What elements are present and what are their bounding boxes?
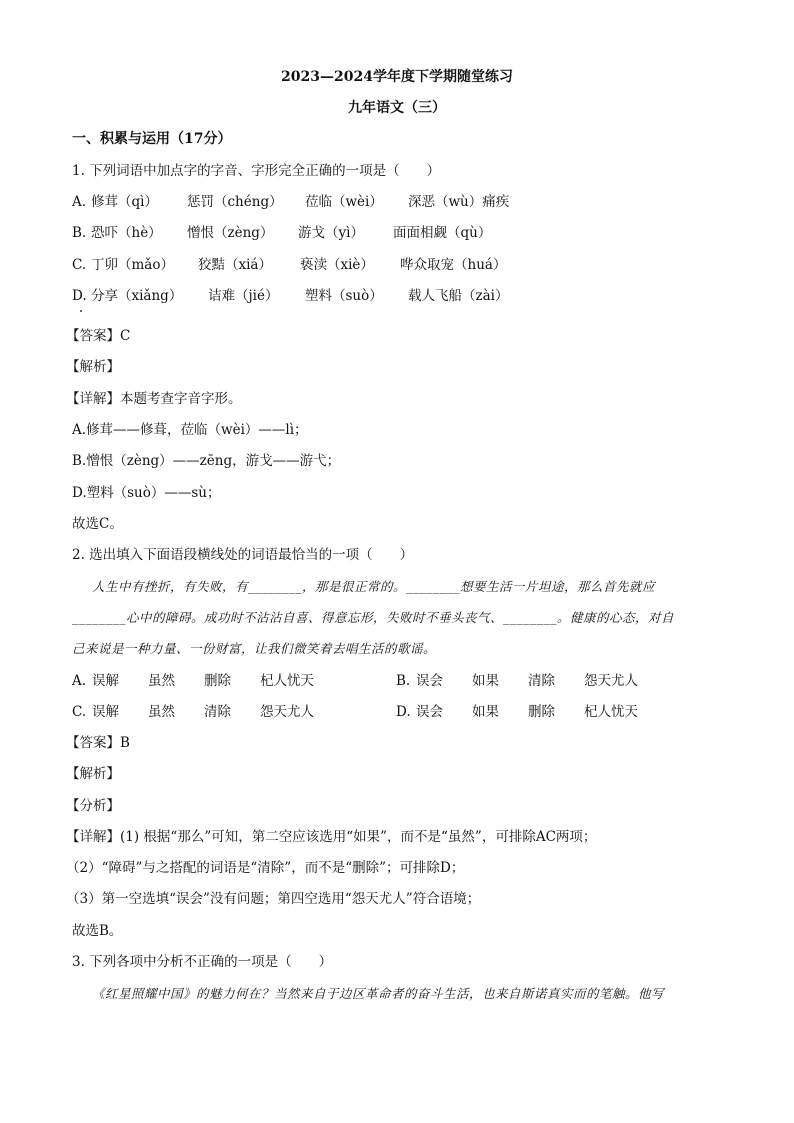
- q2-conclusion: 故选B。: [72, 923, 123, 939]
- q2-analysis-sub: 【分析】: [66, 798, 120, 814]
- q2-passage-line-2: ________心中的障碍。成功时不沾沾自喜、得意忘形，失败时不垂头丧气、________。健康的心态，对自: [72, 610, 675, 625]
- q2-detail: 【详解】(1) 根据“那么”可知，第二空应该选用“如果”，而不是“虽然”，可排除AC两项；: [66, 829, 597, 845]
- q1-note-b: B.憎恨（zèng）——zēng，游戈——游弋；: [72, 453, 341, 469]
- decorative-dot: [80, 310, 82, 312]
- q2-answer: 【答案】B: [66, 735, 130, 751]
- q1-conclusion: 故选C。: [72, 516, 123, 532]
- q1-detail: 【详解】本题考查字音字形。: [66, 391, 242, 407]
- q2-note-3: （3）第一空选填“误会”没有问题；第四空选用“怨天尤人”符合语境；: [66, 891, 481, 907]
- q3-passage-line-1: 《红星照耀中国》的魅力何在？当然来自于边区革命者的奋斗生活，也来自斯诺真实而的笔触。他写: [92, 986, 665, 1001]
- q3-stem: 3. 下列各项中分析不正确的一项是（ ）: [72, 954, 333, 970]
- q2-stem: 2. 选出填入下面语段横线处的词语最恰当的一项（ ）: [72, 547, 414, 563]
- q1-stem: 1. 下列词语中加点字的字音、字形完全正确的一项是（ ）: [72, 163, 441, 179]
- section-heading: 一、积累与运用（17分）: [72, 131, 232, 147]
- q2-analysis-label: 【解析】: [66, 766, 120, 782]
- q1-note-a: A.修茸——修葺，莅临（wèi）——lì；: [72, 422, 308, 438]
- q1-analysis-label: 【解析】: [66, 359, 120, 375]
- q2-passage-line-3: 己来说是一种力量、一份财富，让我们微笑着去唱生活的歌谣。: [72, 641, 437, 656]
- q1-answer: 【答案】C: [66, 328, 131, 344]
- q2-passage-line-1: 人生中有挫折，有失败，有________，那是很正常的。________想要生活一片坦途，那么首先就应: [92, 579, 656, 594]
- page-subtitle: 九年语文（三）: [348, 100, 446, 116]
- q1-note-d: D.塑料（suò）——sù；: [72, 485, 221, 501]
- page-title: 2023—2024学年度下学期随堂练习: [281, 69, 513, 85]
- q2-note-2: （2）“障碍”与之搭配的词语是“清除”，而不是“删除”；可排除D；: [66, 860, 465, 876]
- document-page: 2023—2024学年度下学期随堂练习 九年语文（三） 一、积累与运用（17分） 1. 下列词语中加点字的字音、字形完全正确的一项是（ ） A. 修茸（qì） 惩罚（chéng） 莅临（wèi） 深恶（wù）痛疾 B. 恐吓（hè） 憎恨（zèng） 游戈（yì） 面面相觑（qù） C. 丁卯（mǎo） 狡黠（xiá） 亵渎（xiè） 哗众取宠（huá） D. 分享（xiǎng） 诘难（jié） 塑料（suò） 载人飞船（zài） 【答案】C 【解析】 【详解】本题考查字音字形。 A.修茸——修葺，莅临（wèi）——lì； B.憎恨（zèng）——zēng，游戈——游弋； D.塑料（suò）——sù； 故选C。 2. 选出填入下面语段横线处的词语最恰当的一项（ ） 人生中有挫折，有失败，有________，那是很正常的。________想要生活一片坦途，那么首先就应 ________心中的障碍。成功时不沾沾自喜、得意忘形，失败时不垂头丧气、________。健康的心态，对自 己来说是一种力量、一份财富，让我们微笑着去唱生活的歌谣。 A. 误解 虽然 删除 杞人忧天 B. 误会 如果 清除 怨天尤人 C. 误解 虽然 清除 怨天尤人 D. 误会 如果 删除 杞人忧天 【答案】B 【解析】 【分析】 【详解】(1) 根据“那么”可知，第二空应该选用“如果”，而不是“虽然”，可排除AC两项； （2）“障碍”与之搭配的词语是“清除”，而不是“删除”；可排除D； （3）第一空选填“误会”没有问题；第四空选用“怨天尤人”符合语境； 故选B。 3. 下列各项中分析不正确的一项是（ ） 《红星照耀中国》的魅力何在？当然来自于边区革命者的奋斗生活，也来自斯诺真实而的笔触。他写: [0, 0, 794, 1123]
